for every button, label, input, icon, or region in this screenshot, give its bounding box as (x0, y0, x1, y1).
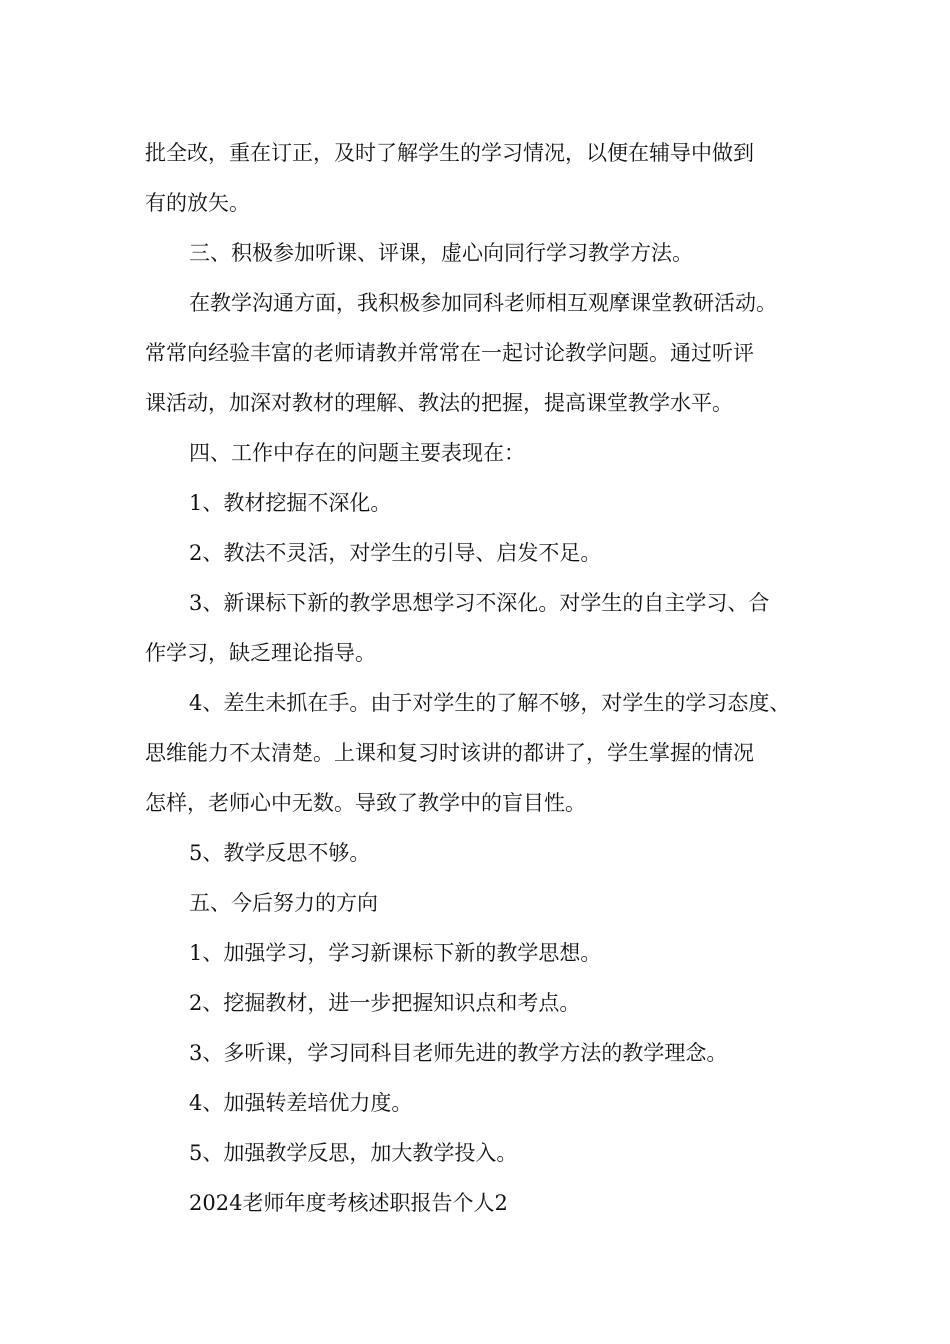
document-title: 2024老师年度考核述职报告个人2 (189, 1191, 508, 1215)
body-line: 课活动，加深对教材的理解、教法的把握，提高课堂教学水平。 (145, 391, 733, 415)
list-item: 2、挖掘教材，进一步把握知识点和考点。 (189, 991, 581, 1015)
body-line: 有的放矢。 (145, 191, 250, 215)
list-item: 4、差生未抓在手。由于对学生的了解不够，对学生的学习态度、 (189, 691, 791, 715)
list-item: 5、教学反思不够。 (189, 841, 371, 865)
body-line: 在教学沟通方面，我积极参加同科老师相互观摩课堂教研活动。 (189, 291, 777, 315)
list-item: 2、教法不灵活，对学生的引导、启发不足。 (189, 541, 602, 565)
list-item: 1、加强学习，学习新课标下新的教学思想。 (189, 941, 602, 965)
list-item: 4、加强转差培优力度。 (189, 1091, 413, 1115)
body-line: 常常向经验丰富的老师请教并常常在一起讨论教学问题。通过听评 (145, 341, 754, 365)
body-line: 批全改，重在订正，及时了解学生的学习情况，以便在辅导中做到 (145, 141, 754, 165)
section-heading: 三、积极参加听课、评课，虚心向同行学习教学方法。 (189, 241, 693, 265)
list-item-continuation: 怎样，老师心中无数。导致了教学中的盲目性。 (145, 791, 586, 815)
list-item: 1、教材挖掘不深化。 (189, 491, 392, 515)
list-item-continuation: 作学习，缺乏理论指导。 (145, 641, 376, 665)
document-body (145, 128, 835, 1228)
list-item-continuation: 思维能力不太清楚。上课和复习时该讲的都讲了，学生掌握的情况 (145, 741, 754, 765)
section-heading: 四、工作中存在的问题主要表现在： (189, 441, 525, 465)
list-item: 3、多听课，学习同科目老师先进的教学方法的教学理念。 (189, 1041, 728, 1065)
list-item: 5、加强教学反思，加大教学投入。 (189, 1141, 518, 1165)
section-heading: 五、今后努力的方向 (189, 891, 378, 915)
list-item: 3、新课标下新的教学思想学习不深化。对学生的自主学习、合 (189, 591, 770, 615)
